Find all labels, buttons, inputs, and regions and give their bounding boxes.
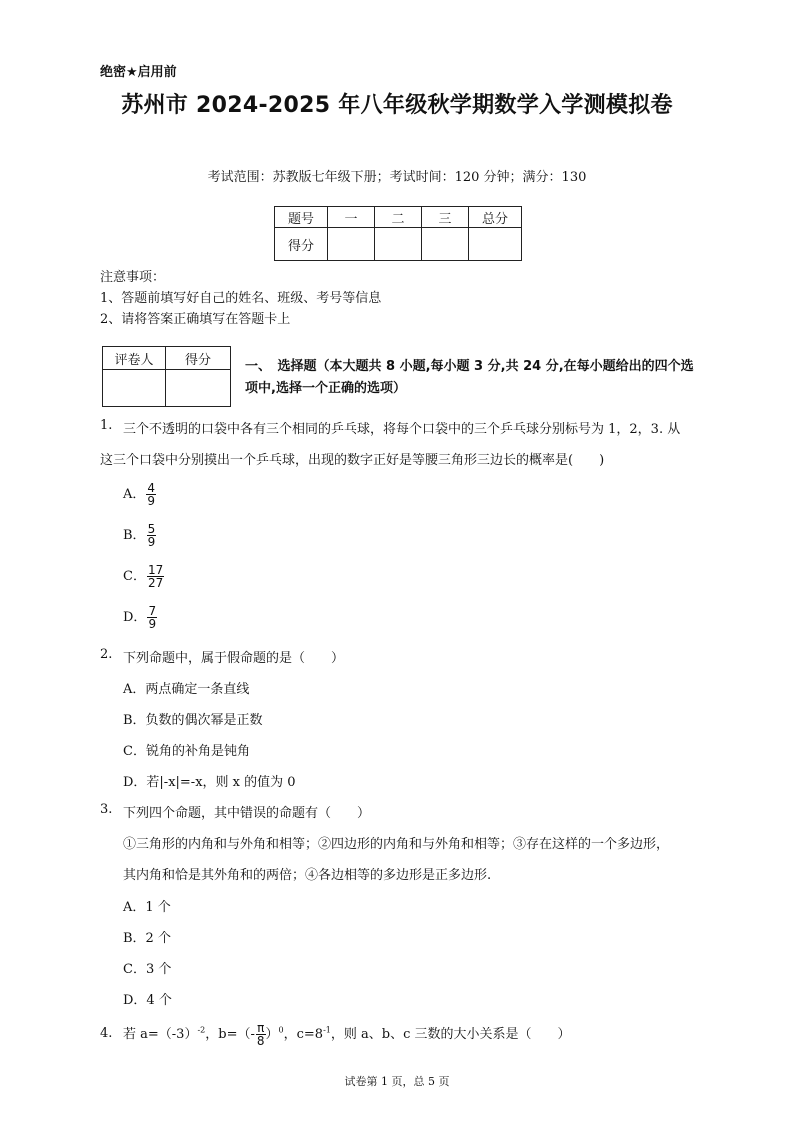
score-header-part3: 三 (422, 207, 469, 228)
grader-table (102, 346, 231, 407)
grader-score-label: 得分 (166, 347, 231, 370)
denominator: 27 (147, 576, 164, 590)
pi-fraction (256, 1022, 266, 1047)
question-1-line2: 这三个口袋中分别摸出一个乒乓球，出现的数字正好是等腰三角形三边长的概率是( ) (100, 453, 605, 468)
q3-option-a[interactable]: A．1 个 (123, 900, 171, 915)
question-1-number: 1. (100, 418, 113, 433)
option-label: A． (123, 487, 146, 502)
numerator: 7 (148, 604, 157, 618)
fraction (146, 482, 156, 507)
question-2-number: 2. (100, 647, 113, 662)
numerator: π (257, 1021, 265, 1035)
score-cell[interactable] (469, 228, 522, 261)
notes-item-1: 1、答题前填写好自己的姓名、班级、考号等信息 (100, 291, 382, 306)
score-header-part1: 一 (328, 207, 375, 228)
score-header-part2: 二 (375, 207, 422, 228)
denominator: 9 (148, 617, 157, 631)
q4-exp-b: 0 (278, 1025, 284, 1035)
question-3-line2: ①三角形的内角和与外角和相等；②四边形的内角和与外角和相等；③存在这样的一个多边形， (123, 837, 670, 852)
q4-part-b: ，b=（- (205, 1027, 255, 1042)
q4-exp-a: -2 (197, 1025, 206, 1035)
q1-option-b[interactable] (123, 523, 156, 548)
denominator: 9 (147, 535, 156, 549)
question-4-number: 4. (100, 1026, 113, 1041)
option-label: B． (123, 528, 146, 543)
notes-item-2: 2、请将答案正确填写在答题卡上 (100, 312, 291, 327)
q4-exp-c: -1 (323, 1025, 331, 1035)
question-3-line3: 其内角和恰是其外角和的两倍；④各边相等的多边形是正多边形. (123, 868, 492, 883)
fraction (147, 564, 164, 589)
secret-mark: 绝密★启用前 (100, 65, 177, 80)
question-1-line1: 三个不透明的口袋中各有三个相同的乒乓球，将每个口袋中的三个乒乓球分别标号为 1，2，3. 从 (123, 422, 681, 437)
numerator: 5 (147, 522, 156, 536)
option-label: D． (123, 610, 147, 625)
grader-score-cell[interactable] (166, 370, 231, 407)
q4-part-c: ） (265, 1027, 279, 1042)
question-3-number: 3. (100, 802, 113, 817)
page-title: 苏州市 2024-2025 年八年级秋学期数学入学测模拟卷 (121, 93, 673, 118)
score-header-total: 总分 (469, 207, 522, 228)
score-cell[interactable] (328, 228, 375, 261)
q2-option-d[interactable]: D．若|-x|=-x，则 x 的值为 0 (123, 775, 296, 790)
score-header-label: 题号 (275, 207, 328, 228)
score-cell[interactable] (375, 228, 422, 261)
q4-part-d: ，c=8 (283, 1027, 324, 1042)
grader-cell[interactable] (103, 370, 166, 407)
grader-label: 评卷人 (103, 347, 166, 370)
q1-option-a[interactable] (123, 482, 156, 507)
q1-option-d[interactable] (123, 605, 157, 630)
q2-option-b[interactable]: B．负数的偶次幂是正数 (123, 713, 263, 728)
q3-option-c[interactable]: C．3 个 (123, 962, 172, 977)
q3-option-b[interactable]: B．2 个 (123, 931, 171, 946)
notes-title: 注意事项： (100, 270, 166, 285)
q2-option-c[interactable]: C．锐角的补角是钝角 (123, 744, 250, 759)
fraction (147, 605, 157, 630)
q1-option-c[interactable] (123, 564, 164, 589)
q4-part-e: ，则 a、b、c 三数的大小关系是（ ） (330, 1027, 571, 1042)
option-label: C． (123, 569, 146, 584)
exam-scope: 考试范围：苏教版七年级下册；考试时间：120 分钟；满分：130 (207, 170, 587, 185)
section-heading: 一、 选择题（本大题共 8 小题,每小题 3 分,共 24 分,在每小题给出的四个选项中,选择一个正确的选项） (245, 359, 694, 396)
numerator: 17 (147, 563, 164, 577)
numerator: 4 (147, 481, 156, 495)
score-cell[interactable] (422, 228, 469, 261)
fraction (147, 523, 157, 548)
denominator: 8 (256, 1034, 265, 1048)
q2-option-a[interactable]: A．两点确定一条直线 (123, 682, 250, 697)
denominator: 9 (147, 494, 156, 508)
question-4-text (123, 1022, 570, 1047)
q3-option-d[interactable]: D．4 个 (123, 993, 172, 1008)
page-footer: 试卷第 1 页，总 5 页 (344, 1075, 450, 1088)
question-3-text: 下列四个命题，其中错误的命题有（ ） (123, 806, 371, 821)
q4-part-a: 若 a=（-3） (123, 1027, 198, 1042)
question-2-text: 下列命题中，属于假命题的是（ ） (123, 651, 345, 666)
score-table (274, 206, 522, 261)
score-row-label: 得分 (275, 228, 328, 261)
